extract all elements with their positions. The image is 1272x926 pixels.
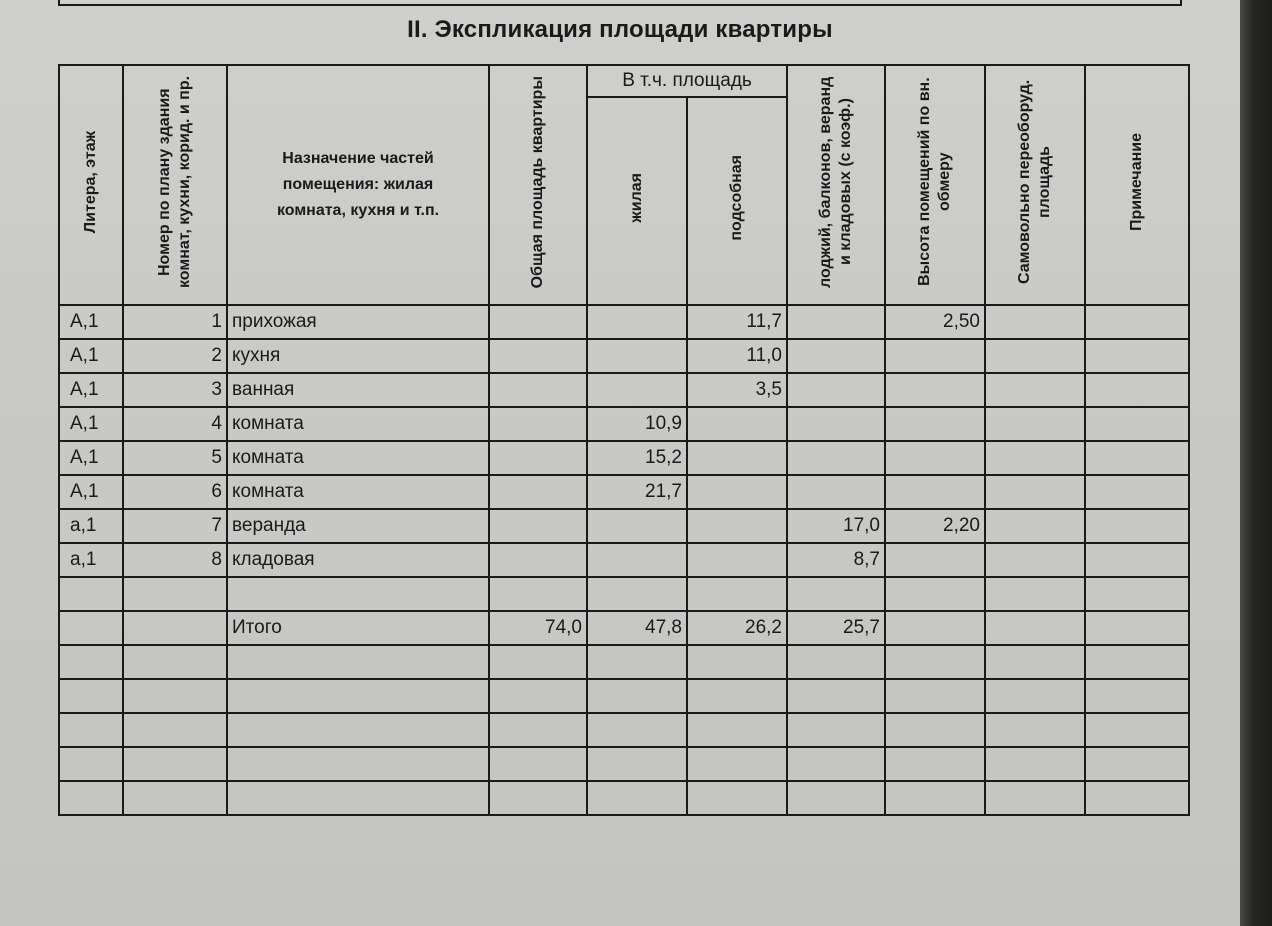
cell-samovolno bbox=[985, 781, 1085, 815]
table-row bbox=[59, 407, 1189, 441]
cell-vysota bbox=[885, 543, 985, 577]
cell-litera: А,1 bbox=[59, 305, 123, 339]
cell-naznachenie: ванная bbox=[227, 373, 489, 407]
cell-zhilaya: 47,8 bbox=[587, 611, 687, 645]
table-row bbox=[59, 509, 1189, 543]
header-litera: Литера, этаж bbox=[59, 65, 123, 305]
cell-primechanie bbox=[1085, 373, 1189, 407]
cell-podsobnaya bbox=[687, 509, 787, 543]
cell-naznachenie: кладовая bbox=[227, 543, 489, 577]
cell-lodzhii bbox=[787, 577, 885, 611]
cell-litera bbox=[59, 611, 123, 645]
table-row bbox=[59, 679, 1189, 713]
cell-naznachenie bbox=[227, 747, 489, 781]
cell-nomer bbox=[123, 679, 227, 713]
cell-samovolno bbox=[985, 679, 1085, 713]
cell-nomer: 8 bbox=[123, 543, 227, 577]
table-row bbox=[59, 577, 1189, 611]
cell-lodzhii bbox=[787, 713, 885, 747]
cell-primechanie bbox=[1085, 509, 1189, 543]
cell-podsobnaya: 11,7 bbox=[687, 305, 787, 339]
cell-primechanie bbox=[1085, 543, 1189, 577]
cell-naznachenie: комната bbox=[227, 475, 489, 509]
cell-litera bbox=[59, 679, 123, 713]
cell-podsobnaya bbox=[687, 475, 787, 509]
cell-vysota: 2,50 bbox=[885, 305, 985, 339]
cell-podsobnaya bbox=[687, 577, 787, 611]
cell-obshaya bbox=[489, 407, 587, 441]
cell-litera: А,1 bbox=[59, 339, 123, 373]
cell-primechanie bbox=[1085, 305, 1189, 339]
cell-naznachenie bbox=[227, 713, 489, 747]
cell-zhilaya bbox=[587, 305, 687, 339]
table-row bbox=[59, 611, 1189, 645]
cell-nomer bbox=[123, 645, 227, 679]
cell-samovolno bbox=[985, 713, 1085, 747]
cell-podsobnaya bbox=[687, 713, 787, 747]
cell-lodzhii bbox=[787, 781, 885, 815]
cell-zhilaya bbox=[587, 373, 687, 407]
header-nomer: Номер по плану здания комнат, кухни, корид. и пр. bbox=[123, 65, 227, 305]
cell-naznachenie: прихожая bbox=[227, 305, 489, 339]
table-row bbox=[59, 747, 1189, 781]
cell-litera bbox=[59, 781, 123, 815]
cell-samovolno bbox=[985, 577, 1085, 611]
header-lodzhii: лоджий, балконов, веранд и кладовых (с коэф.) bbox=[787, 65, 885, 305]
cell-litera: А,1 bbox=[59, 441, 123, 475]
cell-obshaya: 74,0 bbox=[489, 611, 587, 645]
cell-primechanie bbox=[1085, 713, 1189, 747]
table-row bbox=[59, 373, 1189, 407]
table-row bbox=[59, 713, 1189, 747]
cell-litera: а,1 bbox=[59, 509, 123, 543]
cell-nomer: 4 bbox=[123, 407, 227, 441]
cell-primechanie bbox=[1085, 679, 1189, 713]
cell-samovolno bbox=[985, 373, 1085, 407]
cell-zhilaya bbox=[587, 509, 687, 543]
table-row bbox=[59, 475, 1189, 509]
cell-obshaya bbox=[489, 339, 587, 373]
cell-primechanie bbox=[1085, 475, 1189, 509]
cell-lodzhii bbox=[787, 441, 885, 475]
header-primechanie: Примечание bbox=[1085, 65, 1189, 305]
cell-vysota bbox=[885, 441, 985, 475]
cell-obshaya bbox=[489, 373, 587, 407]
cell-naznachenie bbox=[227, 781, 489, 815]
cell-samovolno bbox=[985, 645, 1085, 679]
cell-podsobnaya: 3,5 bbox=[687, 373, 787, 407]
cell-naznachenie bbox=[227, 679, 489, 713]
cell-zhilaya bbox=[587, 577, 687, 611]
cell-vysota bbox=[885, 577, 985, 611]
cell-zhilaya bbox=[587, 645, 687, 679]
cell-zhilaya bbox=[587, 713, 687, 747]
cell-nomer: 7 bbox=[123, 509, 227, 543]
cell-podsobnaya bbox=[687, 543, 787, 577]
cell-primechanie bbox=[1085, 781, 1189, 815]
cell-naznachenie bbox=[227, 577, 489, 611]
cell-primechanie bbox=[1085, 577, 1189, 611]
cell-vysota bbox=[885, 475, 985, 509]
cell-samovolno bbox=[985, 611, 1085, 645]
cell-nomer: 1 bbox=[123, 305, 227, 339]
cell-naznachenie bbox=[227, 645, 489, 679]
cell-nomer bbox=[123, 747, 227, 781]
cell-zhilaya bbox=[587, 679, 687, 713]
scan-dark-edge bbox=[1240, 0, 1272, 926]
cell-vysota bbox=[885, 407, 985, 441]
cell-lodzhii: 17,0 bbox=[787, 509, 885, 543]
cell-nomer bbox=[123, 781, 227, 815]
cell-obshaya bbox=[489, 509, 587, 543]
cell-obshaya bbox=[489, 577, 587, 611]
cell-vysota bbox=[885, 747, 985, 781]
table-row bbox=[59, 305, 1189, 339]
cell-lodzhii bbox=[787, 679, 885, 713]
cell-lodzhii bbox=[787, 747, 885, 781]
cell-podsobnaya bbox=[687, 747, 787, 781]
cell-nomer bbox=[123, 577, 227, 611]
cell-zhilaya bbox=[587, 339, 687, 373]
table-row bbox=[59, 645, 1189, 679]
header-vysota: Высота помещений по вн. обмеру bbox=[885, 65, 985, 305]
table-body bbox=[59, 305, 1189, 815]
cell-obshaya bbox=[489, 441, 587, 475]
cell-lodzhii bbox=[787, 407, 885, 441]
cell-litera: А,1 bbox=[59, 475, 123, 509]
cell-zhilaya bbox=[587, 543, 687, 577]
cell-naznachenie: веранда bbox=[227, 509, 489, 543]
cell-vysota: 2,20 bbox=[885, 509, 985, 543]
cell-podsobnaya bbox=[687, 441, 787, 475]
table-row bbox=[59, 543, 1189, 577]
cell-vysota bbox=[885, 679, 985, 713]
cell-obshaya bbox=[489, 645, 587, 679]
cell-vysota bbox=[885, 339, 985, 373]
cell-litera bbox=[59, 747, 123, 781]
cell-naznachenie: комната bbox=[227, 407, 489, 441]
cell-nomer bbox=[123, 611, 227, 645]
cell-obshaya bbox=[489, 305, 587, 339]
cell-podsobnaya: 11,0 bbox=[687, 339, 787, 373]
header-samovolno: Самовольно переоборуд. площадь bbox=[985, 65, 1085, 305]
cell-naznachenie: Итого bbox=[227, 611, 489, 645]
cell-lodzhii bbox=[787, 305, 885, 339]
cell-vysota bbox=[885, 781, 985, 815]
cell-zhilaya: 10,9 bbox=[587, 407, 687, 441]
cell-lodzhii bbox=[787, 645, 885, 679]
cell-primechanie bbox=[1085, 407, 1189, 441]
cell-obshaya bbox=[489, 747, 587, 781]
cell-obshaya bbox=[489, 713, 587, 747]
cell-zhilaya: 15,2 bbox=[587, 441, 687, 475]
table-row bbox=[59, 781, 1189, 815]
cell-podsobnaya: 26,2 bbox=[687, 611, 787, 645]
cell-nomer: 6 bbox=[123, 475, 227, 509]
cell-primechanie bbox=[1085, 339, 1189, 373]
cell-primechanie bbox=[1085, 441, 1189, 475]
cell-obshaya bbox=[489, 679, 587, 713]
cell-lodzhii: 25,7 bbox=[787, 611, 885, 645]
cell-samovolno bbox=[985, 441, 1085, 475]
cell-zhilaya bbox=[587, 781, 687, 815]
cell-zhilaya bbox=[587, 747, 687, 781]
cell-primechanie bbox=[1085, 645, 1189, 679]
cell-vysota bbox=[885, 713, 985, 747]
header-naznachenie: Назначение частей помещения: жилая комната, кухня и т.п. bbox=[227, 65, 489, 305]
cell-samovolno bbox=[985, 407, 1085, 441]
previous-table-edge bbox=[58, 0, 1182, 6]
cell-naznachenie: комната bbox=[227, 441, 489, 475]
table-row bbox=[59, 339, 1189, 373]
cell-samovolno bbox=[985, 747, 1085, 781]
cell-litera: А,1 bbox=[59, 373, 123, 407]
explication-table bbox=[58, 64, 1190, 816]
document-title: II. Экспликация площади квартиры bbox=[407, 16, 833, 43]
header-zhilaya: жилая bbox=[587, 97, 687, 305]
cell-podsobnaya bbox=[687, 645, 787, 679]
cell-primechanie bbox=[1085, 611, 1189, 645]
cell-lodzhii bbox=[787, 339, 885, 373]
header-obshaya: Общая площадь квартиры bbox=[489, 65, 587, 305]
cell-zhilaya: 21,7 bbox=[587, 475, 687, 509]
cell-naznachenie: кухня bbox=[227, 339, 489, 373]
table-row bbox=[59, 441, 1189, 475]
cell-litera: а,1 bbox=[59, 543, 123, 577]
cell-obshaya bbox=[489, 543, 587, 577]
cell-podsobnaya bbox=[687, 679, 787, 713]
cell-vysota bbox=[885, 645, 985, 679]
cell-nomer: 3 bbox=[123, 373, 227, 407]
header-podsobnaya: подсобная bbox=[687, 97, 787, 305]
cell-lodzhii bbox=[787, 373, 885, 407]
cell-samovolno bbox=[985, 475, 1085, 509]
cell-samovolno bbox=[985, 543, 1085, 577]
cell-samovolno bbox=[985, 509, 1085, 543]
cell-podsobnaya bbox=[687, 407, 787, 441]
cell-litera: А,1 bbox=[59, 407, 123, 441]
cell-obshaya bbox=[489, 475, 587, 509]
cell-primechanie bbox=[1085, 747, 1189, 781]
cell-obshaya bbox=[489, 781, 587, 815]
cell-nomer bbox=[123, 713, 227, 747]
cell-vysota bbox=[885, 611, 985, 645]
cell-litera bbox=[59, 645, 123, 679]
cell-podsobnaya bbox=[687, 781, 787, 815]
cell-litera bbox=[59, 713, 123, 747]
cell-samovolno bbox=[985, 339, 1085, 373]
header-vtch: В т.ч. площадь bbox=[587, 65, 787, 97]
cell-lodzhii: 8,7 bbox=[787, 543, 885, 577]
cell-nomer: 2 bbox=[123, 339, 227, 373]
cell-samovolno bbox=[985, 305, 1085, 339]
cell-lodzhii bbox=[787, 475, 885, 509]
cell-nomer: 5 bbox=[123, 441, 227, 475]
cell-litera bbox=[59, 577, 123, 611]
cell-vysota bbox=[885, 373, 985, 407]
